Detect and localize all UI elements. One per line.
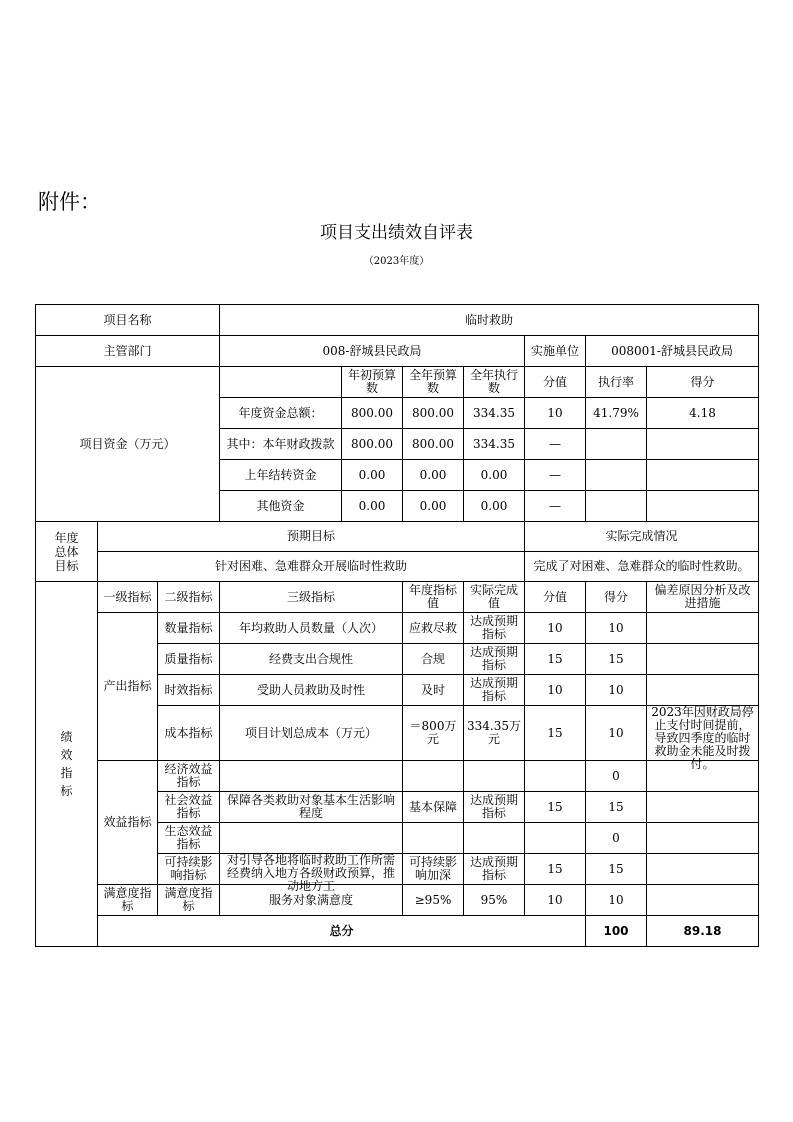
goals-actual-label: 实际完成情况 — [525, 522, 759, 552]
indicator-value — [525, 823, 586, 854]
indicators-header-score: 得分 — [586, 582, 647, 613]
indicator-reason — [647, 675, 759, 706]
indicators-header-reason: 偏差原因分析及改进措施 — [647, 582, 759, 613]
group-output: 产出指标 — [98, 613, 158, 761]
page-title: 项目支出绩效自评表 — [320, 223, 473, 243]
funds-row-label: 其他资金 — [220, 491, 342, 522]
impl-label: 实施单位 — [525, 336, 586, 367]
indicator-value — [525, 761, 586, 792]
funds-annual: 800.00 — [403, 429, 464, 460]
funds-col-score-value: 分值 — [525, 367, 586, 398]
indicator-l3: 年均救助人员数量（人次） — [220, 613, 403, 644]
funds-score-value: — — [525, 429, 586, 460]
indicator-target: 基本保障 — [403, 792, 464, 823]
indicator-reason: 2023年因财政局停止支付时间提前，导致四季度的临时救助金未能及时拨付。 — [647, 706, 759, 761]
funds-annual: 800.00 — [403, 398, 464, 429]
indicator-target: 合规 — [403, 644, 464, 675]
indicator-l3: 对引导各地将临时救助工作所需经费纳入地方各级财政预算，推动地方工 — [220, 854, 403, 885]
indicator-reason — [647, 644, 759, 675]
indicator-value: 15 — [525, 854, 586, 885]
total-value: 100 — [586, 916, 647, 947]
indicator-score: 10 — [586, 706, 647, 761]
department-row — [36, 336, 759, 367]
indicator-actual: 达成预期指标 — [464, 675, 525, 706]
indicator-score: 15 — [586, 854, 647, 885]
indicator-l3 — [220, 823, 403, 854]
goals-actual: 完成了对困难、急难群众的临时性救助。 — [525, 552, 759, 582]
indicator-target: 可持续影响加深 — [403, 854, 464, 885]
indicator-target: 及时 — [403, 675, 464, 706]
funds-header-row — [36, 367, 759, 398]
indicator-l2: 社会效益指标 — [158, 792, 220, 823]
funds-rate — [586, 460, 647, 491]
year-label: （2023年度） — [363, 256, 430, 267]
indicator-score: 15 — [586, 792, 647, 823]
indicators-header-l3: 三级指标 — [220, 582, 403, 613]
funds-executed: 0.00 — [464, 491, 525, 522]
total-label: 总分 — [98, 916, 586, 947]
funds-score-value: — — [525, 460, 586, 491]
funds-initial: 0.00 — [342, 460, 403, 491]
indicator-score: 10 — [586, 675, 647, 706]
indicator-actual — [464, 761, 525, 792]
funds-col-annual: 全年预算数 — [403, 367, 464, 398]
indicator-row — [36, 613, 759, 644]
indicator-l3 — [220, 761, 403, 792]
indicators-header-target: 年度指标值 — [403, 582, 464, 613]
indicators-header-l1: 一级指标 — [98, 582, 158, 613]
indicator-l3: 受助人员救助及时性 — [220, 675, 403, 706]
indicator-l3: 项目计划总成本（万元） — [220, 706, 403, 761]
indicator-value: 15 — [525, 644, 586, 675]
indicator-l2: 质量指标 — [158, 644, 220, 675]
indicators-header-value: 分值 — [525, 582, 586, 613]
indicator-score: 15 — [586, 644, 647, 675]
funds-col-rate: 执行率 — [586, 367, 647, 398]
group-satisfaction: 满意度指标 — [98, 885, 158, 916]
funds-initial: 0.00 — [342, 491, 403, 522]
indicator-l2: 数量指标 — [158, 613, 220, 644]
indicator-reason — [647, 885, 759, 916]
project-name-label: 项目名称 — [36, 305, 220, 336]
indicators-header-l2: 二级指标 — [158, 582, 220, 613]
indicator-target — [403, 823, 464, 854]
indicator-actual: 达成预期指标 — [464, 792, 525, 823]
goals-header-row — [36, 522, 759, 552]
indicator-l2: 成本指标 — [158, 706, 220, 761]
funds-executed: 334.35 — [464, 398, 525, 429]
indicator-target — [403, 761, 464, 792]
funds-executed: 0.00 — [464, 460, 525, 491]
indicator-score: 0 — [586, 761, 647, 792]
indicators-header-row — [36, 582, 759, 613]
total-row — [36, 916, 759, 947]
funds-label: 项目资金（万元） — [36, 367, 220, 522]
indicator-l3: 服务对象满意度 — [220, 885, 403, 916]
indicator-value: 10 — [525, 613, 586, 644]
indicator-actual: 达成预期指标 — [464, 644, 525, 675]
indicator-target: ≥95% — [403, 885, 464, 916]
indicators-label: 绩效指标 — [36, 582, 98, 947]
indicator-row — [36, 885, 759, 916]
funds-initial: 800.00 — [342, 398, 403, 429]
indicator-reason — [647, 792, 759, 823]
indicator-target: 应救尽救 — [403, 613, 464, 644]
funds-rate: 41.79% — [586, 398, 647, 429]
evaluation-table — [35, 304, 759, 947]
funds-col-executed: 全年执行数 — [464, 367, 525, 398]
goals-expected: 针对困难、急难群众开展临时性救助 — [98, 552, 525, 582]
dept-label: 主管部门 — [36, 336, 220, 367]
funds-score: 4.18 — [647, 398, 759, 429]
indicator-actual: 334.35万元 — [464, 706, 525, 761]
indicator-l3: 经费支出合规性 — [220, 644, 403, 675]
indicator-l2: 满意度指标 — [158, 885, 220, 916]
indicator-l2: 经济效益指标 — [158, 761, 220, 792]
indicator-value: 10 — [525, 675, 586, 706]
total-score: 89.18 — [647, 916, 759, 947]
impl-value: 008001-舒城县民政局 — [586, 336, 759, 367]
indicator-reason — [647, 854, 759, 885]
funds-score — [647, 460, 759, 491]
indicator-value: 10 — [525, 885, 586, 916]
funds-executed: 334.35 — [464, 429, 525, 460]
attachment-label: 附件： — [38, 190, 101, 214]
project-name-value: 临时救助 — [220, 305, 759, 336]
funds-initial: 800.00 — [342, 429, 403, 460]
indicator-value: 15 — [525, 792, 586, 823]
indicator-target: ＝800万元 — [403, 706, 464, 761]
project-name-row — [36, 305, 759, 336]
indicator-score: 0 — [586, 823, 647, 854]
funds-score-value: 10 — [525, 398, 586, 429]
indicator-reason — [647, 823, 759, 854]
indicator-reason — [647, 613, 759, 644]
indicator-value: 15 — [525, 706, 586, 761]
indicator-l2: 可持续影响指标 — [158, 854, 220, 885]
goals-label: 年度总体目标 — [36, 522, 98, 582]
funds-row-label: 年度资金总额： — [220, 398, 342, 429]
indicator-l3: 保障各类救助对象基本生活影响程度 — [220, 792, 403, 823]
funds-row-label: 其中：本年财政拨款 — [220, 429, 342, 460]
dept-value: 008-舒城县民政局 — [220, 336, 525, 367]
indicator-score: 10 — [586, 613, 647, 644]
goals-expected-label: 预期目标 — [98, 522, 525, 552]
funds-col-initial: 年初预算数 — [342, 367, 403, 398]
funds-header-blank — [220, 367, 342, 398]
indicator-l2: 时效指标 — [158, 675, 220, 706]
funds-score — [647, 491, 759, 522]
funds-score-value: — — [525, 491, 586, 522]
indicators-header-actual: 实际完成值 — [464, 582, 525, 613]
funds-annual: 0.00 — [403, 460, 464, 491]
funds-col-score: 得分 — [647, 367, 759, 398]
indicator-actual — [464, 823, 525, 854]
indicator-score: 10 — [586, 885, 647, 916]
group-benefit: 效益指标 — [98, 761, 158, 885]
funds-rate — [586, 491, 647, 522]
indicator-actual: 达成预期指标 — [464, 854, 525, 885]
funds-rate — [586, 429, 647, 460]
indicator-actual: 95% — [464, 885, 525, 916]
goals-content-row — [36, 552, 759, 582]
indicator-row — [36, 761, 759, 792]
funds-annual: 0.00 — [403, 491, 464, 522]
funds-row-label: 上年结转资金 — [220, 460, 342, 491]
indicator-actual: 达成预期指标 — [464, 613, 525, 644]
funds-score — [647, 429, 759, 460]
indicator-l2: 生态效益指标 — [158, 823, 220, 854]
